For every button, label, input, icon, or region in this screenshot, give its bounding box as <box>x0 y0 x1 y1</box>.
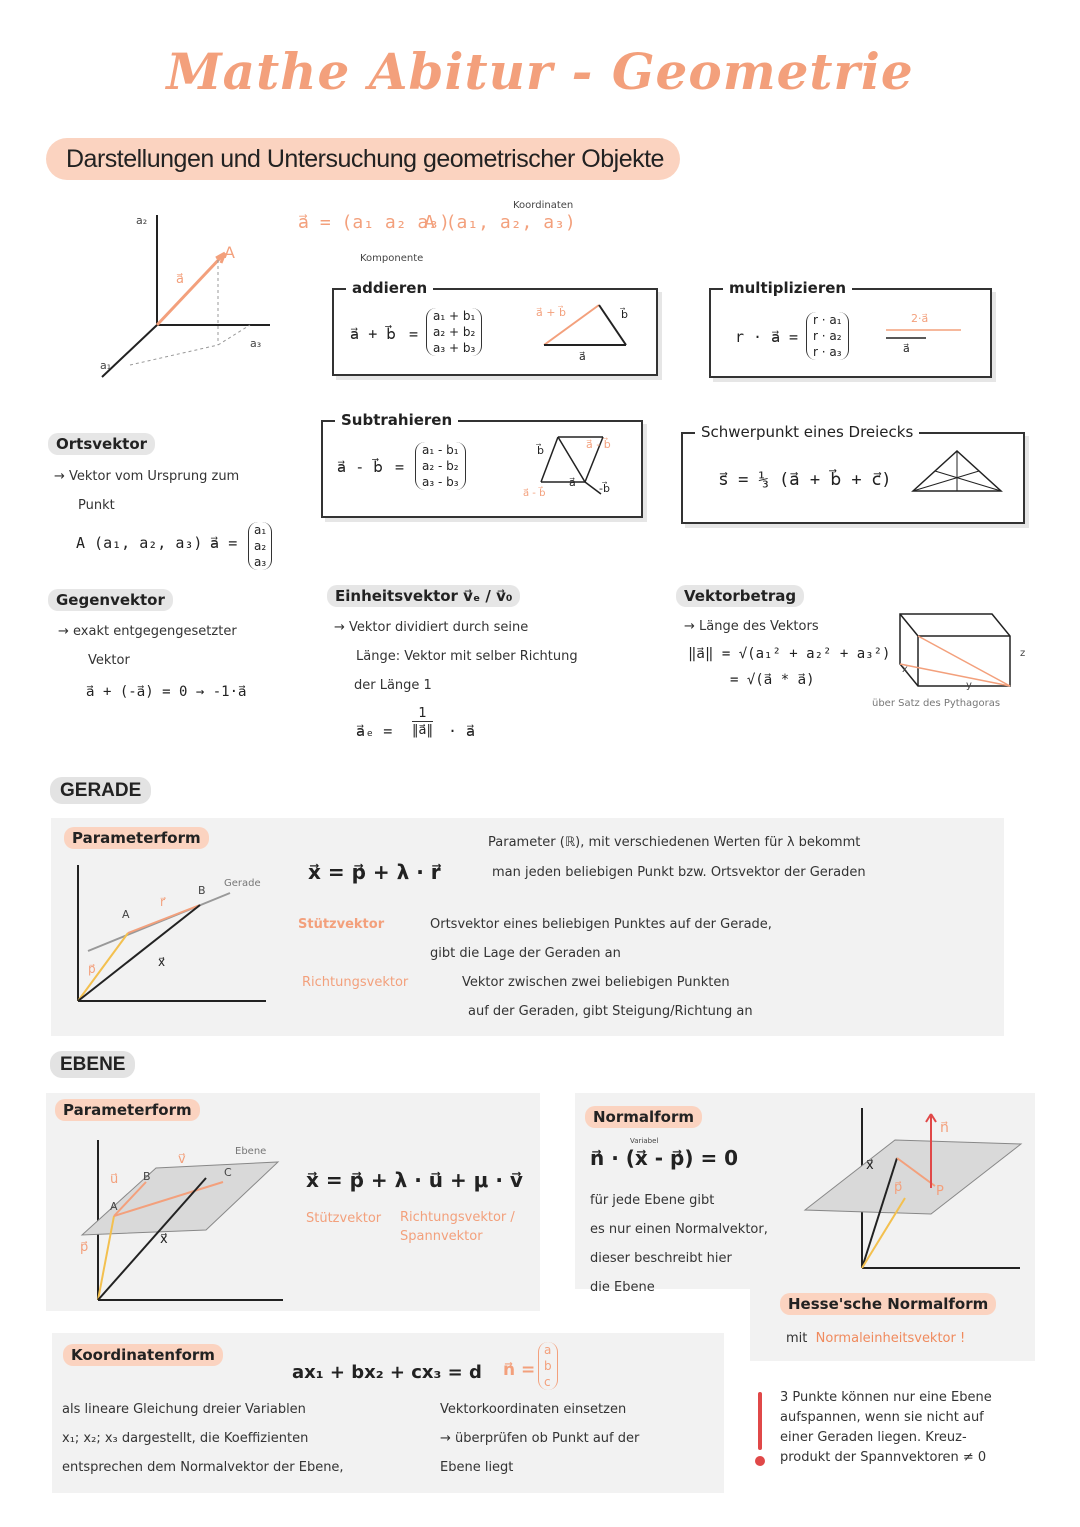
ebene-formula: x⃗ = p⃗ + λ · u⃗ + μ · v⃗ <box>306 1168 523 1192</box>
ebene-v-label: v⃗ <box>178 1152 186 1167</box>
point-a-label: A <box>224 243 235 262</box>
multiplizieren-a: a⃗ <box>903 342 910 355</box>
koordinatenform-matrix: a b c <box>538 1342 558 1390</box>
gegenvektor-formula: a⃗ + (-a⃗) = 0 → -1·a⃗ <box>86 684 247 700</box>
cuboid-x: x <box>902 664 908 675</box>
subtrahieren-lhs: a⃗ - b⃗ <box>337 458 383 476</box>
gerade-richtung-text: Vektor zwischen zwei beliebigen Punkten auf der Geraden, gibt Steigung/Richtung an <box>462 975 753 1019</box>
ebene-label: Ebene <box>235 1146 267 1157</box>
subtrahieren-box: Subtrahieren a⃗ - b⃗ = a₁ - b₁ a₂ - b₂ a₃ - b₃ a⃗ - b⃗ b⃗ a⃗ a⃗ - b⃗ -b⃗ <box>321 420 643 518</box>
coordinate-axes-diagram <box>90 205 290 385</box>
vektorbetrag-f1: ‖a⃗‖ = √(a₁² + a₂² + a₃²) <box>688 646 891 662</box>
page-title: Mathe Abitur - Geometrie <box>166 42 914 101</box>
ebene-stuetz-label: Stützvektor <box>306 1211 382 1226</box>
koordinatenform-right-text: Vektorkoordinaten einsetzen → überprüfen ob Punkt auf der Ebene liegt <box>440 1402 640 1475</box>
ebene-point-b: B <box>143 1170 151 1183</box>
banner-text: Darstellungen und Untersuchung geometrischer Objekte <box>66 145 664 173</box>
normalform-variabel: Variabel <box>630 1137 659 1145</box>
multiplizieren-label: multiplizieren <box>723 279 852 297</box>
vector-definition: a⃗ = (a₁ a₂ a₃) <box>298 212 450 233</box>
ebene-point-a: A <box>110 1200 118 1213</box>
gerade-p-label: p⃗ <box>88 962 96 976</box>
normalform-tag: Normalform <box>585 1107 702 1126</box>
addieren-b-label: b⃗ <box>621 308 628 321</box>
gerade-formula: x⃗ = p⃗ + λ · r⃗ <box>308 860 441 884</box>
axis-z-label: a₂ <box>136 214 148 227</box>
normalform-n-label: n⃗ <box>940 1120 949 1136</box>
vektorbetrag-note: über Satz des Pythagoras <box>872 698 1001 709</box>
gerade-x-label: x⃗ <box>158 955 166 969</box>
addieren-a-label: a⃗ <box>579 350 586 363</box>
addieren-matrix: a₁ + b₁ a₂ + b₂ a₃ + b₃ <box>426 308 482 356</box>
subtrahieren-matrix: a₁ - b₁ a₂ - b₂ a₃ - b₃ <box>415 442 466 490</box>
vektorbetrag-f2: = √(a⃗ * a⃗) <box>730 672 815 688</box>
ebene-richtung-label: Richtungsvektor / Spannvektor <box>400 1210 515 1244</box>
subtrahieren-label: Subtrahieren <box>335 411 458 429</box>
note-text: 3 Punkte können nur eine Ebene aufspannen, wenn sie nicht auf einer Geraden liegen. Kreuz- produkt der Spannvektoren ≠ 0 <box>780 1390 992 1465</box>
einheitsvektor-text: → Vektor dividiert durch seine Länge: Vektor mit selber Richtung der Länge 1 <box>334 620 578 693</box>
addieren-label: addieren <box>346 279 433 297</box>
normalform-x-label: x⃗ <box>866 1158 874 1173</box>
gerade-richtung-label: Richtungsvektor <box>302 975 409 990</box>
gerade-point-a: A <box>122 908 130 921</box>
gerade-stuetz-label: Stützvektor <box>298 917 385 932</box>
gerade-parameterform-tag: Parameterform <box>64 828 209 847</box>
cuboid-z: z <box>1020 648 1026 659</box>
multiplizieren-lhs: r · a⃗ <box>735 328 781 346</box>
einheitsvektor-lhs: a⃗ₑ = <box>356 722 393 740</box>
cuboid-y: y <box>966 680 972 691</box>
note-bar <box>758 1392 762 1450</box>
ebene-point-c: C <box>224 1166 232 1179</box>
vec-a-label: a⃗ <box>176 272 184 287</box>
subtrahieren-diff-bottom: a⃗ - b⃗ <box>523 488 546 499</box>
multiplizieren-matrix: r · a₁ r · a₂ r · a₃ <box>806 312 849 360</box>
hesse-line: mit Normaleinheitsvektor ! <box>786 1331 966 1346</box>
ebene-u-label: u⃗ <box>110 1172 119 1187</box>
subtrahieren-a-label: a⃗ <box>569 476 576 489</box>
normalform-text: für jede Ebene gibt es nur einen Normalvektor, dieser beschreibt hier die Ebene <box>590 1193 768 1295</box>
gerade-parameter-text: Parameter (ℝ), mit verschiedenen Werten für λ bekommt man jeden beliebigen Punkt bzw. Ortsvektor der Geraden <box>488 835 866 880</box>
ebene-x-label: x⃗ <box>160 1232 168 1247</box>
multiplizieren-arrows <box>881 310 981 350</box>
axis-x-label: a₁ <box>100 359 112 372</box>
subtrahieren-diff-top: a⃗ - b⃗ <box>586 438 611 451</box>
normalform-p-label: p⃗ <box>894 1180 903 1195</box>
ebene-p-label: p⃗ <box>80 1240 89 1255</box>
schwerpunkt-box <box>681 423 1025 524</box>
point-definition: A (a₁, a₂, a₃) <box>424 212 576 233</box>
subtrahieren-negb-label: -b⃗ <box>599 482 610 495</box>
ortsvektor-text: → Vektor vom Ursprung zum Punkt <box>54 469 240 513</box>
einheitsvektor-tail: · a⃗ <box>448 722 476 740</box>
ebene-parameterform-tag: Parameterform <box>55 1100 200 1119</box>
normalform-diagram <box>805 1108 1025 1273</box>
gerade-stuetz-text: Ortsvektor eines beliebigen Punktes auf der Gerade, gibt die Lage der Geraden an <box>430 917 772 961</box>
gerade-section: GERADE <box>50 780 151 802</box>
koordinatenform-n: n⃗ = <box>503 1360 536 1380</box>
addieren-lhs: a⃗ + b⃗ <box>350 325 396 343</box>
koordinatenform-left-text: als lineare Gleichung dreier Variablen x₁; x₂; x₃ dargestellt, die Koeffizienten entsprechen dem Normalvektor der Ebene, <box>62 1402 344 1475</box>
koordinatenform-tag: Koordinatenform <box>63 1345 223 1364</box>
gegenvektor-tag: Gegenvektor <box>48 590 173 609</box>
gerade-r-label: r⃗ <box>160 895 165 909</box>
gerade-line-label: Gerade <box>224 878 261 889</box>
ortsvektor-vec: a⃗ = <box>210 534 238 552</box>
ortsvektor-matrix: a₁ a₂ a₃ <box>248 522 272 570</box>
normalform-point-p: P <box>936 1184 944 1199</box>
gerade-point-b: B <box>198 884 206 897</box>
section-banner <box>46 138 680 180</box>
multiplizieren-2a: 2·a⃗ <box>911 312 929 325</box>
einheitsvektor-fraction: 1 ‖a⃗‖ <box>412 706 433 738</box>
vektorbetrag-tag: Vektorbetrag <box>676 586 804 605</box>
koordinaten-label: Koordinaten <box>513 200 574 211</box>
ortsvektor-point: A (a₁, a₂, a₃) <box>76 534 203 552</box>
koordinatenform-formula: ax₁ + bx₂ + cx₃ = d <box>292 1362 482 1383</box>
hesse-tag: Hesse'sche Normalform <box>780 1294 996 1313</box>
schwerpunkt-label: Schwerpunkt eines Dreiecks <box>695 423 919 441</box>
multiplizieren-box: multiplizieren r · a⃗ = r · a₁ r · a₂ r · a₃ 2·a⃗ a⃗ <box>709 288 992 378</box>
normalform-formula: n⃗ · (x⃗ - p⃗) = 0 <box>590 1146 739 1170</box>
einheitsvektor-tag: Einheitsvektor v⃗ₑ / v⃗₀ <box>327 586 520 605</box>
addieren-box: addieren a⃗ + b⃗ = a₁ + b₁ a₂ + b₂ a₃ + b₃ a⃗ + b⃗ b⃗ a⃗ <box>332 288 658 376</box>
gegenvektor-text: → exakt entgegengesetzter Vektor <box>58 624 237 668</box>
ebene-section: EBENE <box>50 1054 135 1076</box>
vektorbetrag-line: → Länge des Vektors <box>684 619 819 634</box>
cuboid-diagram <box>898 610 1028 690</box>
subtrahieren-b-label: b⃗ <box>537 444 544 457</box>
addieren-sum-label: a⃗ + b⃗ <box>536 306 566 319</box>
komponente-label: Komponente <box>360 253 424 264</box>
note-dot <box>755 1456 765 1466</box>
axis-y-label: a₃ <box>250 337 262 350</box>
schwerpunkt-formula: s⃗ = ⅓ (a⃗ + b⃗ + c⃗) <box>719 470 892 490</box>
schwerpunkt-triangle <box>911 446 1006 496</box>
ortsvektor-tag: Ortsvektor <box>48 434 155 453</box>
